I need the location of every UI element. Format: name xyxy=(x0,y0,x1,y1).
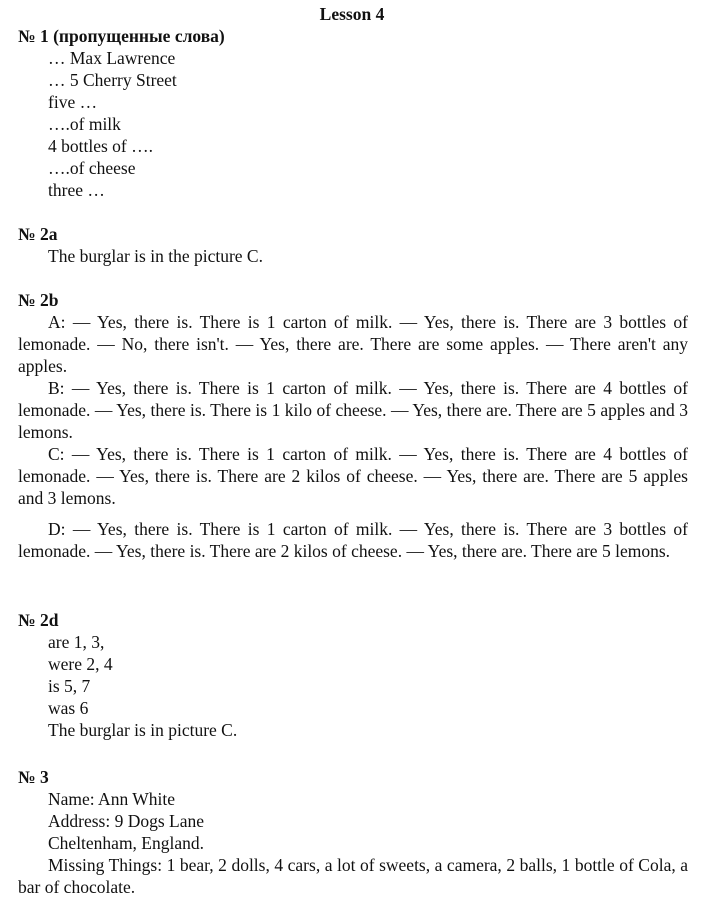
ex3-city: Cheltenham, England. xyxy=(48,833,205,853)
ex2b-answer-a: A: — Yes, there is. There is 1 carton of milk. — Yes, there is. There are 3 bottles of lemonade. — No, there isn't. — Yes, there are. There are some apples. — There aren't any apples. xyxy=(18,312,688,376)
ex2d-line-2: were 2, 4 xyxy=(48,654,113,674)
ex2d-heading: № 2d xyxy=(18,610,59,630)
ex2d-line-1: are 1, 3, xyxy=(48,632,105,652)
ex3-address: Address: 9 Dogs Lane xyxy=(48,811,205,831)
ex1-line-2: … 5 Cherry Street xyxy=(48,70,177,90)
ex2b-answer-c: C: — Yes, there is. There is 1 carton of milk. — Yes, there is. There are 4 bottles of lemonade. — Yes, there is. There are 2 kilos of cheese. — Yes, there are. There are 5 apples and 3 lemons. xyxy=(18,444,688,508)
page-title: Lesson 4 xyxy=(319,4,385,24)
ex3-name: Name: Ann White xyxy=(48,789,176,809)
ex1-heading: № 1 (пропущенные слова) xyxy=(18,26,225,46)
ex3-missing-things: Missing Things: 1 bear, 2 dolls, 4 cars, a lot of sweets, a camera, 2 balls, 1 bottle of Cola, a bar of chocolate. xyxy=(18,855,688,897)
ex2b-answer-d: D: — Yes, there is. There is 1 carton of milk. — Yes, there is. There are 3 bottles of lemonade. — Yes, there is. There are 2 kilos of cheese. — Yes, there are. There are 5 lemons. xyxy=(18,519,688,561)
ex1-line-5: 4 bottles of …. xyxy=(48,136,153,156)
ex2a-heading: № 2a xyxy=(18,224,58,244)
ex2d-line-5: The burglar is in picture C. xyxy=(48,720,238,740)
ex1-line-1: … Max Lawrence xyxy=(48,48,176,68)
ex2d-line-3: is 5, 7 xyxy=(48,676,91,696)
ex2d-line-4: was 6 xyxy=(48,698,89,718)
ex2b-answer-b: B: — Yes, there is. There is 1 carton of milk. — Yes, there is. There are 4 bottles of lemonade. — Yes, there is. There is 1 kilo of cheese. — Yes, there are. There are 5 apples and 3 lemons. xyxy=(18,378,688,442)
ex1-line-6: ….of cheese xyxy=(48,158,136,178)
ex1-line-3: five … xyxy=(48,92,98,112)
ex1-line-4: ….of milk xyxy=(48,114,121,134)
ex2a-text: The burglar is in the picture C. xyxy=(48,246,263,266)
ex1-line-7: three … xyxy=(48,180,105,200)
ex3-heading: № 3 xyxy=(18,767,49,787)
ex2b-heading: № 2b xyxy=(18,290,59,310)
